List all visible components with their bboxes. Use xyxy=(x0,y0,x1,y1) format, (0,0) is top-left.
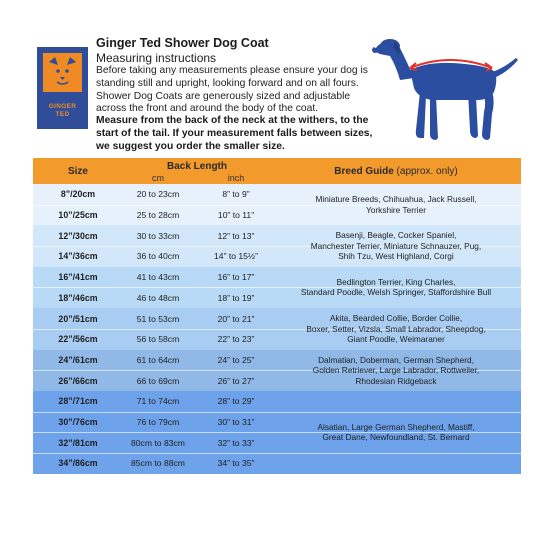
size-cell: 22”/56cm xyxy=(58,334,98,345)
breed-line: Dalmatian, Doberman, German Shepherd, xyxy=(318,354,474,365)
header-breed-note: (approx. only) xyxy=(396,166,458,177)
breed-guide-cell xyxy=(271,230,521,262)
breed-line: Great Dane, Newfoundland, St. Bernard xyxy=(322,432,470,443)
breed-line: Rhodesian Ridgeback xyxy=(355,375,437,386)
cm-cell: 36 to 40cm xyxy=(136,251,180,262)
size-cell: 8”/20cm xyxy=(60,189,96,200)
section-subtitle: Measuring instructions xyxy=(96,51,217,65)
size-group xyxy=(33,184,521,225)
measure-note: Measure from the back of the neck at the withers, to the start of the tail. If your measurement falls between sizes, we suggest you order the smaller size. xyxy=(96,115,373,152)
size-cell: 18”/46cm xyxy=(58,292,98,303)
table-header xyxy=(33,158,521,184)
size-cell: 12”/30cm xyxy=(58,230,98,241)
size-group xyxy=(33,350,521,391)
row-divider xyxy=(33,453,521,454)
breed-line: Miniature Breeds, Chihuahua, Jack Russell, xyxy=(315,194,477,205)
inch-cell: 12” to 13” xyxy=(217,230,255,241)
inch-cell: 22” to 23” xyxy=(217,334,255,345)
product-title: Ginger Ted Shower Dog Coat xyxy=(96,36,269,50)
size-cell: 32”/81cm xyxy=(58,437,98,448)
inch-cell: 32” to 33” xyxy=(217,437,255,448)
inch-cell: 30” to 31” xyxy=(217,417,255,428)
inch-cell: 34” to 35” xyxy=(217,458,255,469)
cm-cell: 61 to 64cm xyxy=(136,354,180,365)
cm-cell: 46 to 48cm xyxy=(136,292,180,303)
inch-cell: 8” to 9” xyxy=(222,189,250,200)
breed-line: Golden Retriever, Large Labrador, Rottweiler, xyxy=(312,365,480,376)
breed-guide-cell xyxy=(271,194,521,215)
breed-line: Bedlington Terrier, King Charles, xyxy=(336,276,456,287)
breed-line: Standard Poodle, Welsh Springer, Staffordshire Bull xyxy=(300,287,492,298)
size-cell: 14”/36cm xyxy=(58,251,98,262)
cm-cell: 51 to 53cm xyxy=(136,313,180,324)
cm-cell: 80cm to 83cm xyxy=(131,437,185,448)
size-cell: 16”/41cm xyxy=(58,272,98,283)
breed-line: Akita, Bearded Collie, Border Collie, xyxy=(329,313,463,324)
header-back-length: Back Length xyxy=(166,161,227,172)
brand-name-line2: TED xyxy=(55,111,70,118)
size-cell: 28”/71cm xyxy=(58,396,98,407)
inch-cell: 18” to 19” xyxy=(217,292,255,303)
breed-guide-cell xyxy=(271,355,521,387)
inch-cell: 28” to 29” xyxy=(217,396,255,407)
inch-cell: 14” to 15½” xyxy=(214,251,258,262)
brand-logo xyxy=(37,47,88,129)
header-breed-guide xyxy=(271,166,521,177)
cm-cell: 66 to 69cm xyxy=(136,375,180,386)
cm-cell: 25 to 28cm xyxy=(136,210,180,221)
instructions-text: Before taking any measurements please ensure your dog is standing still and upright, looking forward and on all fours. Shower Dog Coats are generously sized and adjustable across the front and around the body of the coat. xyxy=(96,65,368,115)
header-breed-bold: Breed Guide xyxy=(334,166,394,177)
brand-name-line1: GINGER xyxy=(48,103,77,110)
breed-line: Manchester Terrier, Miniature Schnauzer, Pug, xyxy=(310,240,482,251)
inch-cell: 26” to 27” xyxy=(217,375,255,386)
breed-guide-cell xyxy=(271,313,521,345)
row-divider xyxy=(33,412,521,413)
breed-line: Basenji, Beagle, Cocker Spaniel, xyxy=(335,230,457,241)
size-cell: 30”/76cm xyxy=(58,417,98,428)
size-cell: 10”/25cm xyxy=(58,210,98,221)
size-group xyxy=(33,391,521,474)
size-table xyxy=(33,158,521,516)
size-cell: 24”/61cm xyxy=(58,354,98,365)
breed-line: Alsatian, Large German Shepherd, Mastiff, xyxy=(317,421,475,432)
breed-line: Giant Poodle, Weimaraner xyxy=(347,334,445,345)
cm-cell: 76 to 79cm xyxy=(136,417,180,428)
size-cell: 34”/86cm xyxy=(58,458,98,469)
dog-measure-icon xyxy=(370,30,530,160)
cm-cell: 71 to 74cm xyxy=(136,396,180,407)
inch-cell: 20” to 21” xyxy=(217,313,255,324)
cm-cell: 20 to 23cm xyxy=(136,189,180,200)
cm-cell: 56 to 58cm xyxy=(136,334,180,345)
size-group xyxy=(33,225,521,266)
cm-cell: 41 to 43cm xyxy=(136,272,180,283)
inch-cell: 24” to 25” xyxy=(217,354,255,365)
breed-line: Shih Tzu, West Highland, Corgi xyxy=(338,251,454,262)
cm-cell: 30 to 33cm xyxy=(136,230,180,241)
header-inch: inch xyxy=(227,173,245,183)
inch-cell: 16” to 17” xyxy=(217,272,255,283)
breed-guide-cell xyxy=(271,277,521,298)
cm-cell: 85cm to 88cm xyxy=(131,458,185,469)
size-cell: 20”/51cm xyxy=(58,313,98,324)
size-group xyxy=(33,267,521,308)
header-size: Size xyxy=(67,166,88,177)
inch-cell: 10” to 11” xyxy=(217,210,255,221)
size-group xyxy=(33,308,521,349)
header-cm: cm xyxy=(152,173,164,183)
breed-guide-cell xyxy=(271,422,521,443)
dog-face-icon xyxy=(43,53,82,92)
size-cell: 26”/66cm xyxy=(58,375,98,386)
breed-line: Boxer, Setter, Vizsla, Small Labrador, Sheepdog, xyxy=(306,323,486,334)
breed-line: Yorkshire Terrier xyxy=(366,204,426,215)
